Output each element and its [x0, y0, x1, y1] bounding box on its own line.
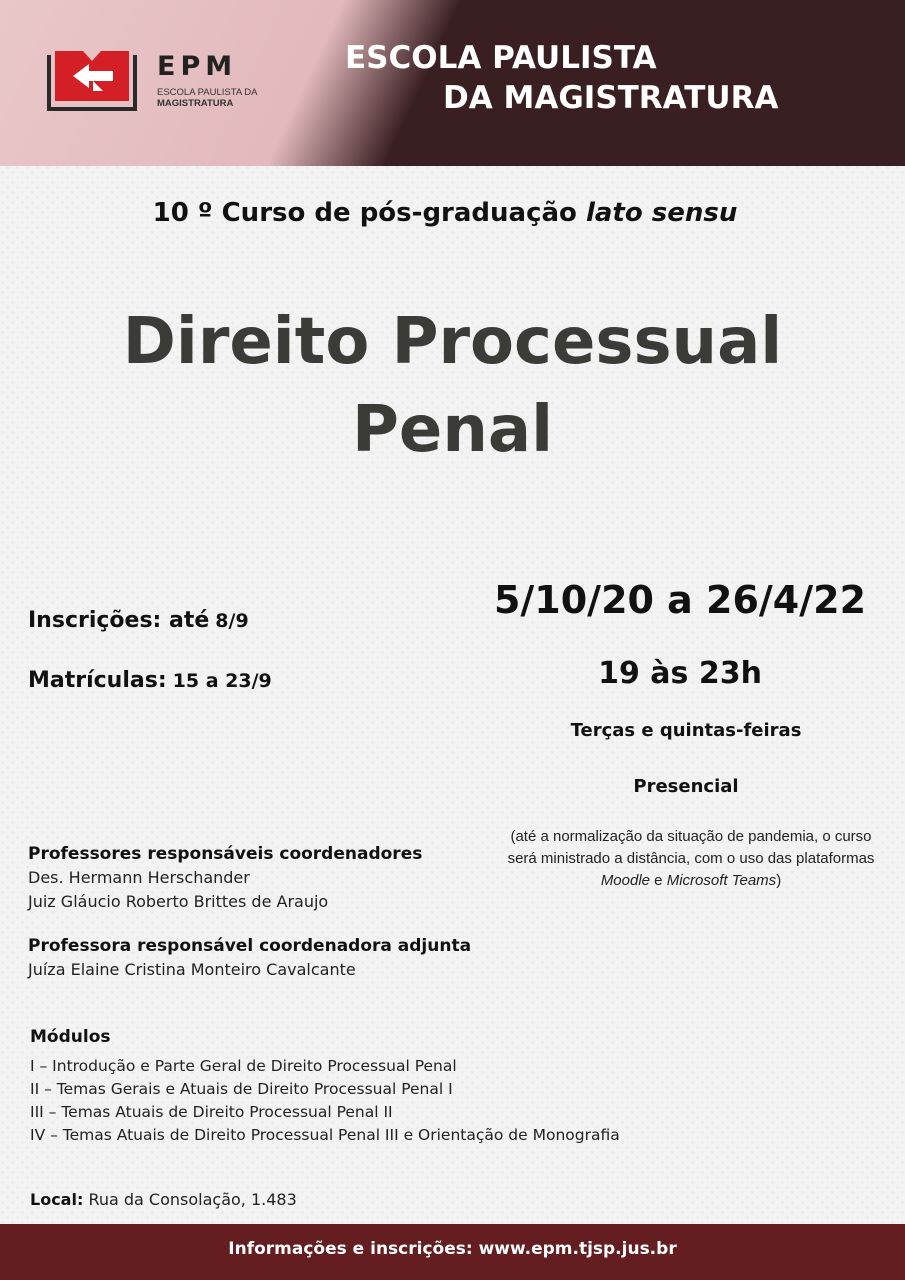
course-text: Curso de pós-graduação: [212, 198, 586, 228]
note-teams: Microsoft Teams: [666, 872, 777, 889]
course-mode: Presencial: [633, 776, 739, 797]
note-text: (até a normalização da situação de pandemia, o curso será ministrado a distância, com o uso das plataformas: [507, 828, 875, 867]
school-title-line2: DA MAGISTRATURA: [443, 80, 779, 116]
matriculas-value: 15 a 23/9: [172, 670, 272, 692]
course-ordinal: 10: [152, 198, 189, 228]
coordinator-name: Juiz Gláucio Roberto Brittes de Araujo: [28, 892, 329, 911]
modules-title: Módulos: [30, 1027, 111, 1047]
location-label: Local:: [30, 1190, 84, 1209]
school-title-line1: ESCOLA PAULISTA: [345, 40, 657, 76]
logo-subtitle-line2: MAGISTRATURA: [157, 98, 234, 109]
course-italic: lato sensu: [585, 198, 738, 228]
footer-text[interactable]: Informações e inscrições: www.epm.tjsp.jus.br: [228, 1239, 677, 1259]
inscricoes-label: Inscrições: até: [28, 608, 210, 633]
course-degree-sign: º: [197, 198, 213, 228]
page-title-line2: Penal: [352, 393, 553, 467]
header-banner: [0, 0, 905, 166]
schedule-info: [460, 572, 900, 892]
course-hours: 19 às 23h: [598, 656, 762, 691]
school-title: [345, 38, 815, 118]
footer-bar: [0, 1224, 905, 1280]
page-title: [0, 298, 905, 474]
adjunct-name: Juíza Elaine Cristina Monteiro Cavalcante: [28, 960, 356, 979]
module-item: III – Temas Atuais de Direito Processual Penal II: [30, 1103, 393, 1121]
location: [30, 1190, 297, 1209]
logo-subtitle: [157, 87, 277, 109]
epm-logo: [47, 49, 267, 113]
professors-section: [28, 842, 508, 982]
modules-section: [30, 1025, 730, 1147]
logo-subtitle-line1: ESCOLA PAULISTA DA: [157, 87, 258, 98]
page-title-line1: Direito Processual: [122, 305, 783, 379]
matriculas-row: [28, 668, 448, 728]
adjunct-title: Professora responsável coordenadora adjunta: [28, 936, 472, 956]
logo-name: EPM: [157, 51, 238, 82]
coordinators-title: Professores responsáveis coordenadores: [28, 844, 423, 864]
course-subtitle: [0, 198, 890, 228]
note-end: ): [776, 872, 782, 889]
pandemic-note: [496, 826, 886, 892]
course-dates: 5/10/20 a 26/4/22: [493, 578, 867, 622]
enrollment-info: [28, 608, 448, 728]
note-moodle: Moodle: [600, 872, 651, 889]
epm-logo-icon: [47, 49, 137, 111]
location-value: Rua da Consolação, 1.483: [83, 1190, 297, 1209]
inscricoes-value: 8/9: [215, 610, 249, 632]
inscricoes-row: [28, 608, 448, 668]
module-item: I – Introdução e Parte Geral de Direito Processual Penal: [30, 1057, 457, 1075]
course-days: Terças e quintas-feiras: [570, 720, 802, 741]
coordinator-name: Des. Hermann Herschander: [28, 868, 250, 887]
module-item: IV – Temas Atuais de Direito Processual Penal III e Orientação de Monografia: [30, 1126, 620, 1144]
note-and: e: [650, 872, 667, 889]
module-item: II – Temas Gerais e Atuais de Direito Processual Penal I: [30, 1080, 453, 1098]
matriculas-label: Matrículas:: [28, 668, 167, 693]
